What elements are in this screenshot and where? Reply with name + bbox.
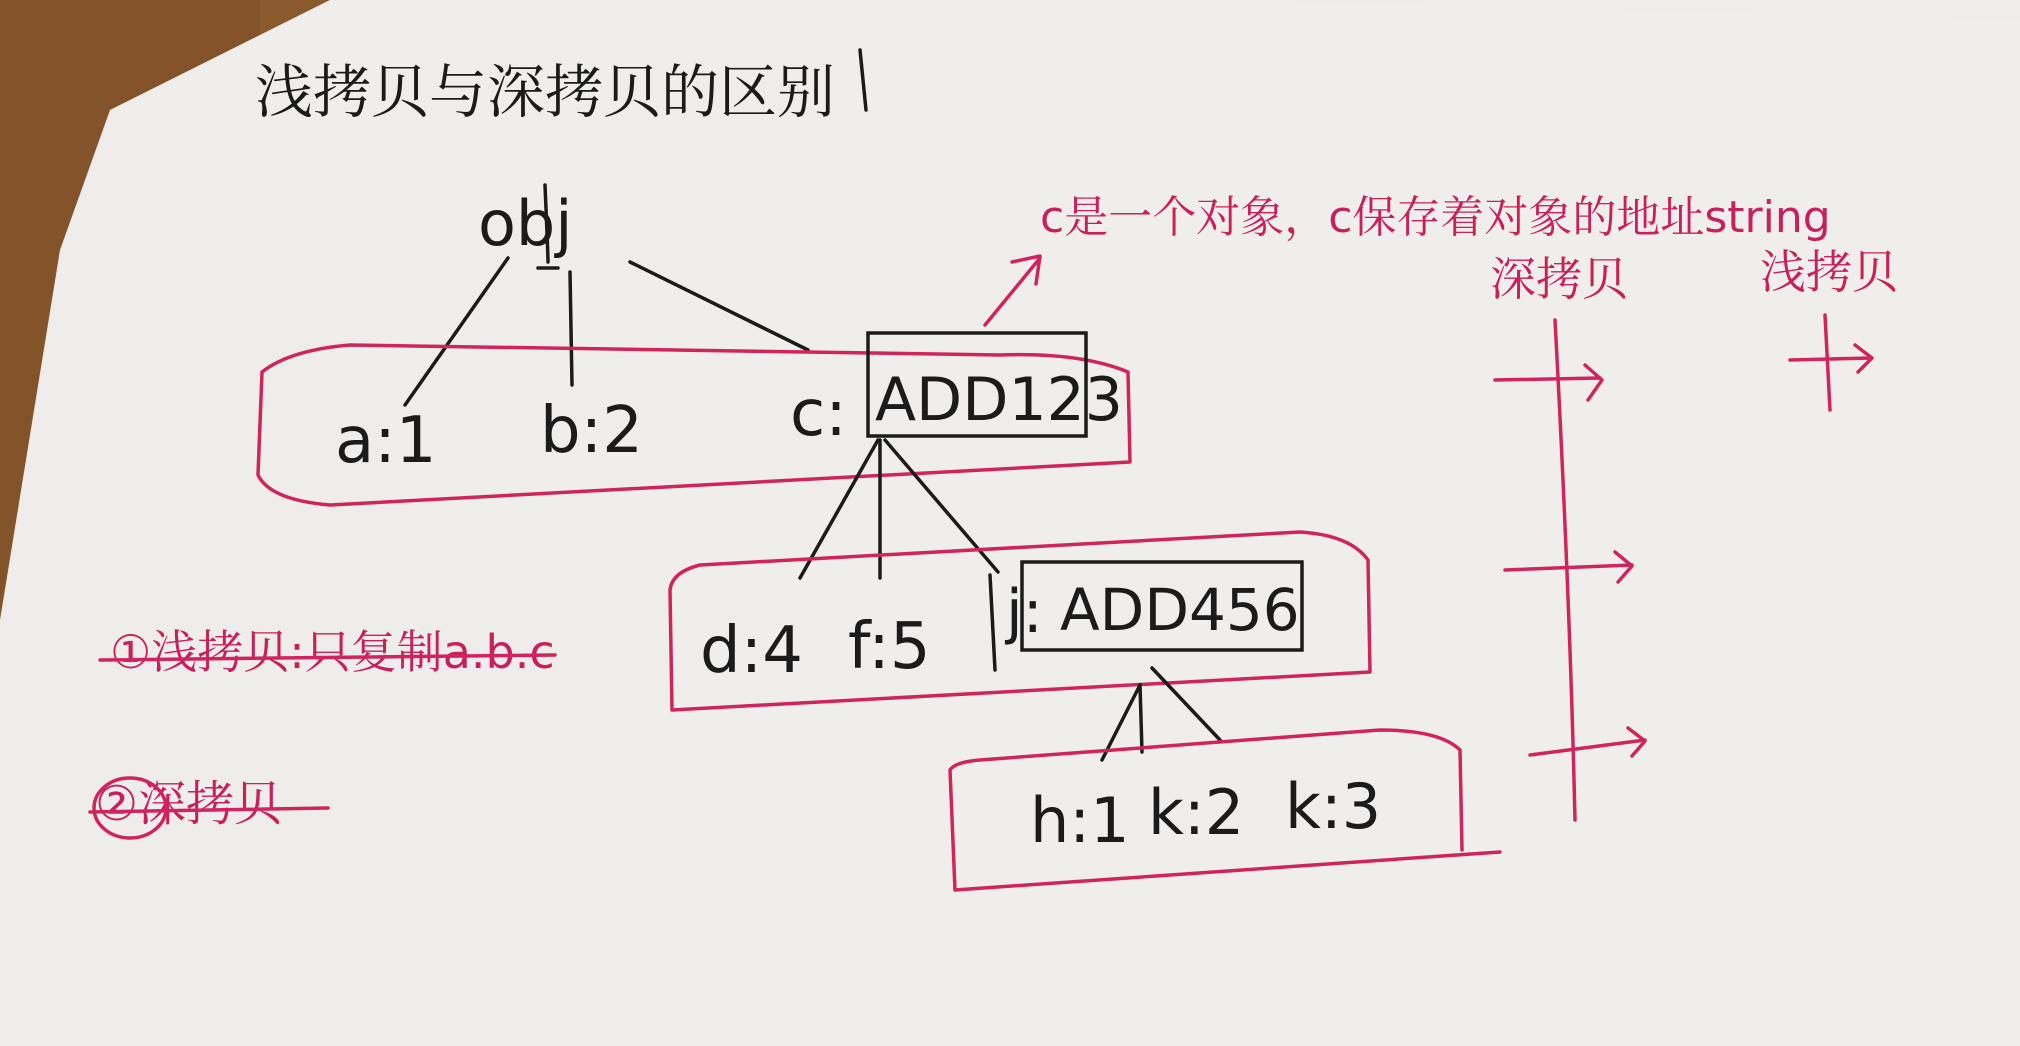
edge-obj-b xyxy=(570,272,572,385)
node-k2: k:2 xyxy=(1148,776,1245,849)
annotation-text: c是一个对象，c保存着对象的地址string xyxy=(1040,192,1831,243)
node-c-key: c: xyxy=(790,377,847,451)
j-address-value: ADD456 xyxy=(1060,576,1300,644)
note-deep: ②深拷贝 xyxy=(95,776,283,832)
node-h: h:1 xyxy=(1030,784,1130,857)
node-d: d:4 xyxy=(700,614,803,688)
node-k3: k:3 xyxy=(1285,770,1382,843)
node-b: b:2 xyxy=(540,394,643,468)
note-shallow: ①浅拷贝:只复制a.b.c xyxy=(110,625,555,679)
node-a: a:1 xyxy=(335,404,437,478)
root-node-obj: obj xyxy=(478,187,573,260)
node-f: f:5 xyxy=(848,610,931,684)
node-j-key: j: xyxy=(1006,577,1043,647)
title-text: 浅拷贝与深拷贝的区别 xyxy=(255,58,836,126)
edge-j-k2 xyxy=(1140,685,1142,752)
legend-shallow-label: 浅拷贝 xyxy=(1760,245,1898,299)
legend-deep-label: 深拷贝 xyxy=(1490,252,1628,306)
c-address-value: ADD123 xyxy=(875,365,1123,435)
